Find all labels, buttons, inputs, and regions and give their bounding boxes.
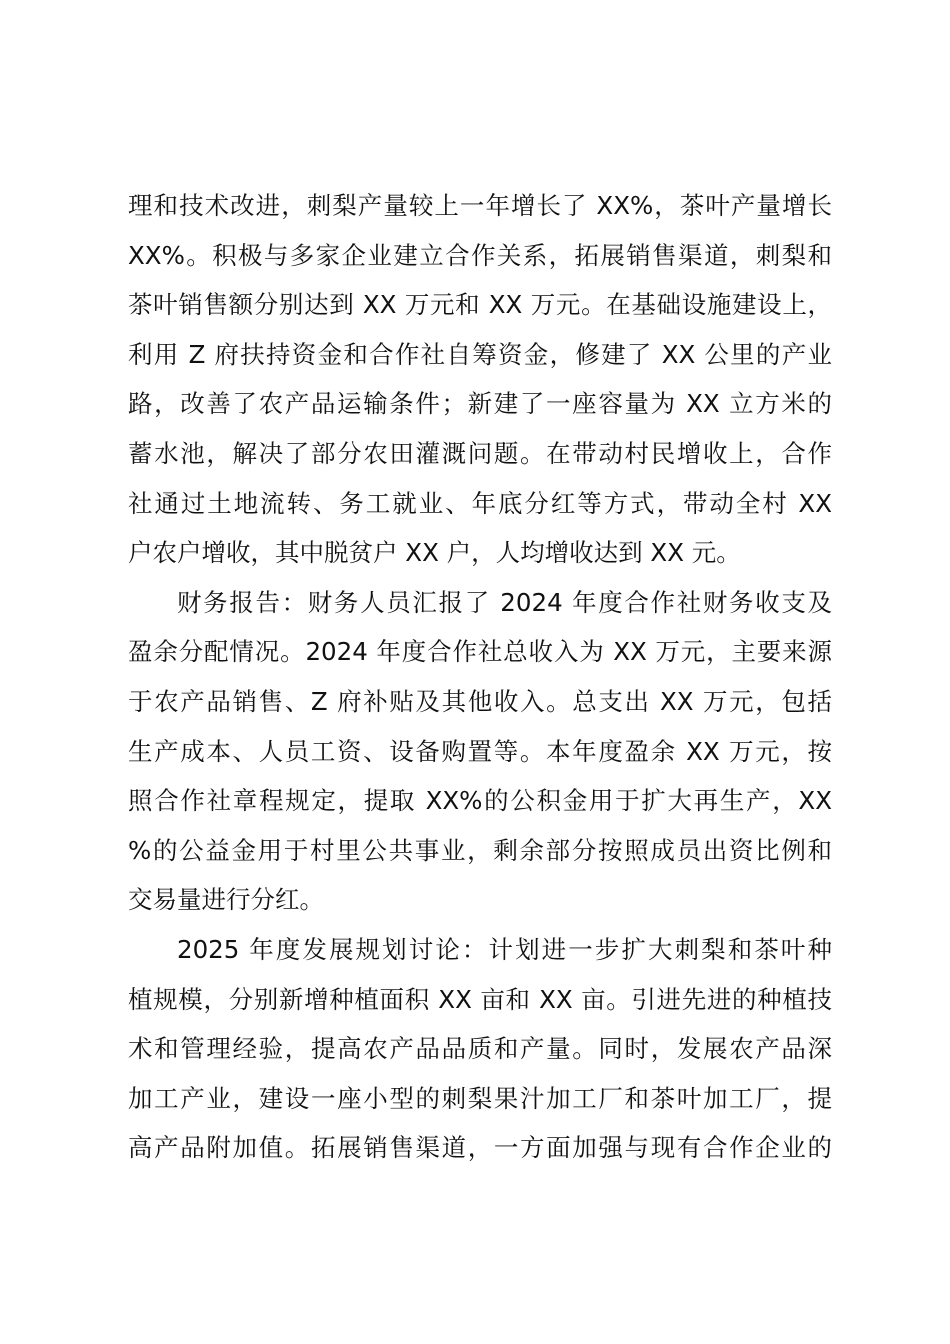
text-line: %的公益金用于村里公共事业，剩余部分按照成员出资比例和 [128,835,832,865]
text-line: 高产品附加值。拓展销售渠道，一方面加强与现有合作企业的 [128,1133,832,1163]
paragraph-development-plan [128,925,832,1173]
text-line: 术和管理经验，提高农产品品质和产量。同时，发展农产品深 [128,1034,832,1064]
text-line: 生产成本、人员工资、设备购置等。本年度盈余 XX 万元，按 [128,736,832,766]
text-line: 交易量进行分红。 [128,885,324,915]
text-line: 加工产业，建设一座小型的刺梨果汁加工厂和茶叶加工厂，提 [128,1083,832,1113]
text-line: 2025 年度发展规划讨论：计划进一步扩大刺梨和茶叶种 [177,934,832,964]
text-line: 于农产品销售、Z 府补贴及其他收入。总支出 XX 万元，包括 [128,686,832,716]
text-line: 路，改善了农产品运输条件；新建了一座容量为 XX 立方米的 [128,389,832,419]
text-line: 财务报告：财务人员汇报了 2024 年度合作社财务收支及 [177,587,832,617]
paragraph-progress-report [128,181,832,578]
text-line: 茶叶销售额分别达到 XX 万元和 XX 万元。在基础设施建设上， [128,290,832,320]
text-line: 蓄水池，解决了部分农田灌溉问题。在带动村民增收上，合作 [128,438,832,468]
text-line: XX%。积极与多家企业建立合作关系，拓展销售渠道，刺梨和 [128,240,832,270]
text-line: 社通过土地流转、务工就业、年底分红等方式，带动全村 XX [128,488,832,518]
text-line: 盈余分配情况。2024 年度合作社总收入为 XX 万元，主要来源 [128,637,832,667]
text-line: 利用 Z 府扶持资金和合作社自筹资金，修建了 XX 公里的产业 [128,339,832,369]
text-line: 植规模，分别新增种植面积 XX 亩和 XX 亩。引进先进的种植技 [128,984,832,1014]
document-body [128,181,832,1173]
text-line: 照合作社章程规定，提取 XX%的公积金用于扩大再生产，XX [128,786,832,816]
paragraph-financial-report [128,578,832,925]
text-line: 户农户增收，其中脱贫户 XX 户，人均增收达到 XX 元。 [128,538,741,568]
text-line: 理和技术改进，刺梨产量较上一年增长了 XX%，茶叶产量增长 [128,191,832,220]
